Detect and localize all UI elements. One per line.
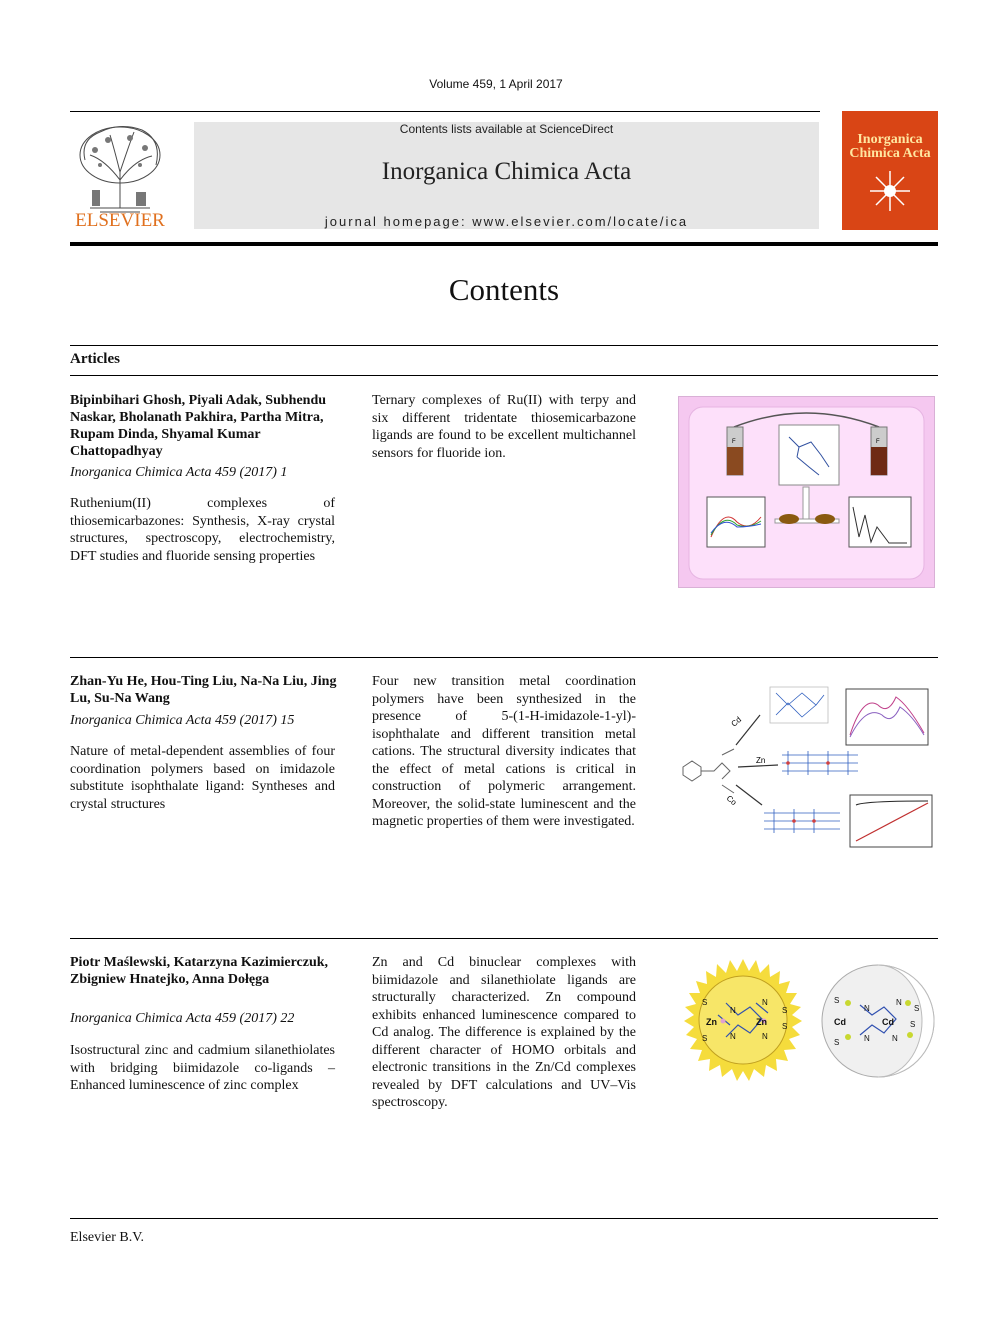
article-2-authors[interactable]: Zhan-Yu He, Hou-Ting Liu, Na-Na Liu, Jing Lu, Su-Na Wang [70, 674, 337, 706]
ga3-sun-s-4: S [782, 1022, 788, 1031]
article-2-title[interactable]: Nature of metal-dependent assemblies of four coordination polymers based on imidazole substitute isophthalate ligand: Syntheses and crystal structures [70, 744, 335, 812]
ga1-right-label: F [876, 439, 880, 445]
article-3-authors[interactable]: Piotr Maślewski, Katarzyna Kazimierczuk, Zbigniew Hnatejko, Anna Dołęga [70, 955, 329, 987]
ga3-moon-s-4: S [910, 1020, 916, 1029]
ga3-sun-n-2: N [762, 998, 768, 1007]
ga3-moon-n-4: N [892, 1034, 898, 1043]
journal-cover-thumbnail[interactable] [842, 111, 938, 230]
journal-title: Inorganica Chimica Acta [381, 158, 632, 185]
article-separator-2 [70, 938, 938, 939]
article-1-graphical-abstract[interactable] [678, 396, 935, 588]
ga3-moon-n-2: N [896, 998, 902, 1007]
article-separator-1 [70, 657, 938, 658]
ga2-label-co: Co [724, 793, 739, 808]
article-3-abstract: Zn and Cd binuclear complexes with biimidazole and silanethiolate ligands are structurally characterized. Zn compound exhibits enhanced luminescence compared to Cd analog. The difference is explained by the different character of HOMO orbitals and electronic transitions in the Zn/Cd complexes revealed by DFT calculations and UV–Vis spectroscopy. [372, 955, 636, 1110]
ga1-left-label: F [732, 439, 736, 445]
section-heading: Articles [70, 351, 120, 367]
volume-line: Volume 459, 1 April 2017 [429, 77, 563, 91]
ga2-label-cd: Cd [729, 715, 744, 729]
ga3-moon-s-3: S [914, 1004, 920, 1013]
ga3-sun-n-1: N [730, 1006, 736, 1015]
article-2-citation: Inorganica Chimica Acta 459 (2017) 15 [70, 713, 295, 728]
ga3-sun-s-3: S [782, 1006, 788, 1015]
articles-top-rule [70, 345, 938, 346]
article-1-citation: Inorganica Chimica Acta 459 (2017) 1 [70, 465, 288, 480]
article-2-abstract: Four new transition metal coordination polymers have been synthesized in the presence of 5-(1-H-imidazole-1-yl)-isophthalate and different transition metal cations. The structural diversity indicates that the effect of metal cations is critical in construction of polymeric arrangement. Moreover, the solid-state luminescent and the magnetic properties of them were investigated. [372, 674, 636, 829]
contents-available-line[interactable]: Contents lists available at ScienceDirect [399, 122, 614, 136]
article-3-citation: Inorganica Chimica Acta 459 (2017) 22 [70, 1011, 295, 1026]
cover-title-line1: Inorganica [857, 132, 923, 147]
footer-rule [70, 1218, 938, 1219]
ga3-sun-zn-left: Zn [706, 1017, 717, 1027]
article-1-abstract: Ternary complexes of Ru(II) with terpy and six different tridentate thiosemicarbazone ligands are found to be excellent multichannel sensors for fluoride ion. [372, 393, 636, 461]
ga2-label-zn: Zn [756, 756, 766, 765]
article-1-title[interactable]: Ruthenium(II) complexes of thiosemicarbazones: Synthesis, X-ray crystal structures, spectroscopy, electrochemistry, DFT studies and fluoride sensing properties [70, 496, 335, 564]
article-1-authors[interactable]: Bipinbihari Ghosh, Piyali Adak, Subhendu Naskar, Bholanath Pakhira, Partha Mitra, Rupam Dinda, Shyamal Kumar Chattopadhyay [70, 393, 327, 459]
ga3-sun-s-2: S [702, 1034, 708, 1043]
ga3-moon-cd-right: Cd [882, 1017, 894, 1027]
ga3-moon-n-1: N [864, 1004, 870, 1013]
header-rule [70, 111, 820, 112]
elsevier-wordmark: ELSEVIER [75, 210, 165, 231]
header-thick-rule [70, 242, 938, 246]
ga3-sun-n-3: N [730, 1032, 736, 1041]
article-3-title[interactable]: Isostructural zinc and cadmium silanethiolates with bridging biimidazole co-ligands – Enhanced luminescence of zinc complex [70, 1043, 335, 1093]
article-3-graphical-abstract[interactable] [678, 955, 940, 1085]
ga3-moon-s-2: S [834, 1038, 840, 1047]
ga3-moon-s-1: S [834, 996, 840, 1005]
ga3-sun-s-1: S [702, 998, 708, 1007]
articles-bottom-rule [70, 375, 938, 376]
page-title: Contents [448, 272, 560, 307]
ga3-moon-cd-left: Cd [834, 1017, 846, 1027]
ga3-sun-zn-right: Zn [756, 1017, 767, 1027]
elsevier-logo[interactable] [70, 120, 170, 230]
ga3-moon-n-3: N [864, 1034, 870, 1043]
ga3-sun-n-4: N [762, 1032, 768, 1041]
publisher-footer: Elsevier B.V. [70, 1230, 145, 1245]
cover-title-line2: Chimica Acta [849, 146, 931, 161]
article-2-graphical-abstract[interactable] [678, 675, 940, 850]
journal-homepage-link[interactable]: journal homepage: www.elsevier.com/locate/ica [324, 214, 689, 229]
